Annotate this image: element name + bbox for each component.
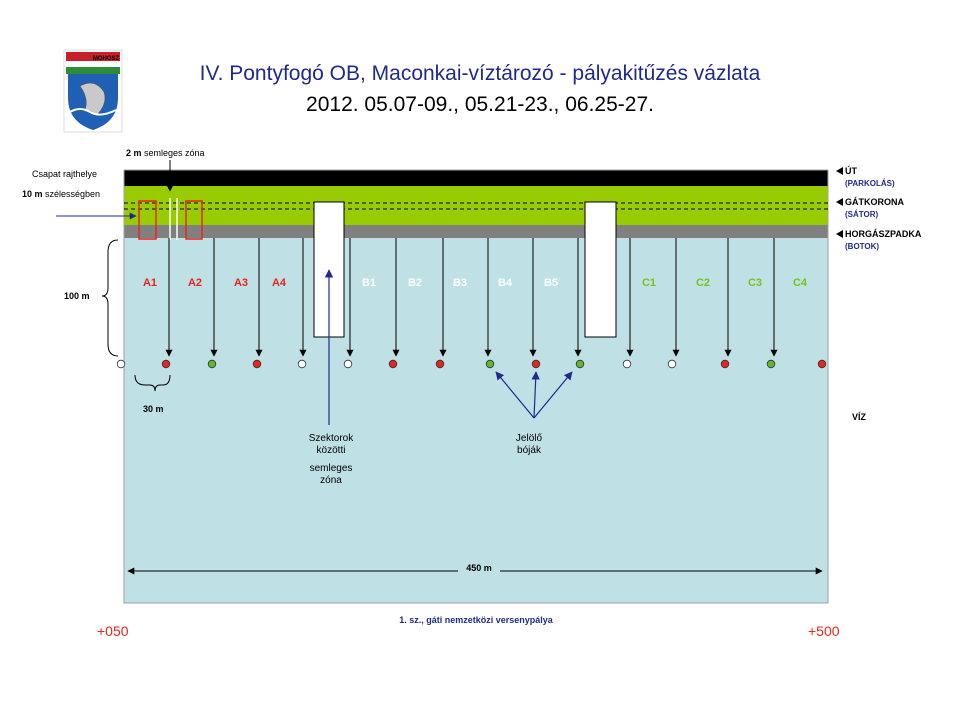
team-start-width-label: 10 m szélességben (22, 189, 101, 199)
annotation-line: Jelölő (515, 433, 543, 444)
marker-buoy (767, 360, 775, 368)
sector-label-c4: C4 (792, 277, 808, 289)
sector-label-c3: C3 (747, 277, 763, 289)
marker-buoys-label (516, 433, 543, 456)
width-label: 30 m (143, 404, 164, 414)
marker-buoy (162, 360, 170, 368)
marker-buoy (389, 360, 397, 368)
annotation-line: közötti (316, 445, 346, 456)
annotation-line: bóják (517, 445, 541, 456)
marker-buoy (623, 360, 631, 368)
mohosz-logo (64, 50, 122, 132)
sector-label-a4: A4 (271, 277, 287, 289)
sector-label-b4: B4 (497, 277, 513, 289)
depth-brace (102, 240, 118, 356)
sector-label-b5: B5 (543, 277, 559, 289)
length-label: 450 m (466, 563, 492, 573)
sector-label-c1: C1 (641, 277, 657, 289)
annotation-line: Szektorok (308, 433, 354, 444)
marker-buoy (818, 360, 826, 368)
water-area (124, 238, 828, 603)
marker-buoy (576, 360, 584, 368)
marker-buoy (253, 360, 261, 368)
neutral-zone-2 (585, 202, 616, 337)
marker-buoy (208, 360, 216, 368)
team-start-label: Csapat rajthelye (32, 169, 98, 179)
marker-buoy (344, 360, 352, 368)
legend-pointer-icon (836, 198, 843, 206)
legend-subtitle: (SÁTOR) (845, 210, 879, 219)
legend-pointer-icon (836, 167, 843, 175)
marker-buoy (721, 360, 729, 368)
end-marker: +500 (808, 623, 840, 639)
legend-subtitle: (BOTOK) (845, 242, 880, 251)
annotation-line: zóna (320, 475, 342, 486)
legend-title: GÁTKORONA (845, 197, 904, 207)
sector-label-a1: A1 (142, 277, 158, 289)
sector-label-b2: B2 (407, 277, 423, 289)
dam-crown-band (124, 186, 828, 225)
logo-flag-green (66, 67, 120, 74)
depth-label: 100 m (64, 291, 90, 301)
marker-buoy (436, 360, 444, 368)
marker-buoy (298, 360, 306, 368)
legend-title: HORGÁSZPADKA (845, 229, 922, 239)
sector-label-c2: C2 (695, 277, 711, 289)
road-band (124, 170, 828, 186)
start-marker: +050 (97, 623, 129, 639)
marker-buoy (486, 360, 494, 368)
neutral-zone-label: 2 m semleges zóna (126, 148, 205, 158)
legend-title: ÚT (845, 166, 857, 176)
water-label: VÍZ (852, 412, 867, 422)
title-line-2: 2012. 05.07-09., 05.21-23., 06.25-27. (306, 93, 654, 116)
logo-text: MOHOSZ (92, 56, 120, 62)
legend-pointer-icon (836, 230, 843, 238)
marker-buoy (117, 360, 125, 368)
legend (836, 165, 922, 251)
marker-buoy (532, 360, 540, 368)
sector-label-a3: A3 (233, 277, 249, 289)
sector-label-b1: B1 (361, 277, 377, 289)
legend-subtitle: (PARKOLÁS) (845, 179, 895, 188)
angler-bench-band (124, 225, 828, 238)
title-line-1: IV. Pontyfogó OB, Maconkai-víztározó - pályakitűzés vázlata (199, 62, 761, 85)
course-name: 1. sz., gáti nemzetközi versenypálya (399, 615, 553, 625)
marker-buoy (668, 360, 676, 368)
sector-label-a2: A2 (187, 277, 203, 289)
annotation-line: semleges (309, 463, 353, 474)
sector-label-b3: B3 (452, 277, 468, 289)
